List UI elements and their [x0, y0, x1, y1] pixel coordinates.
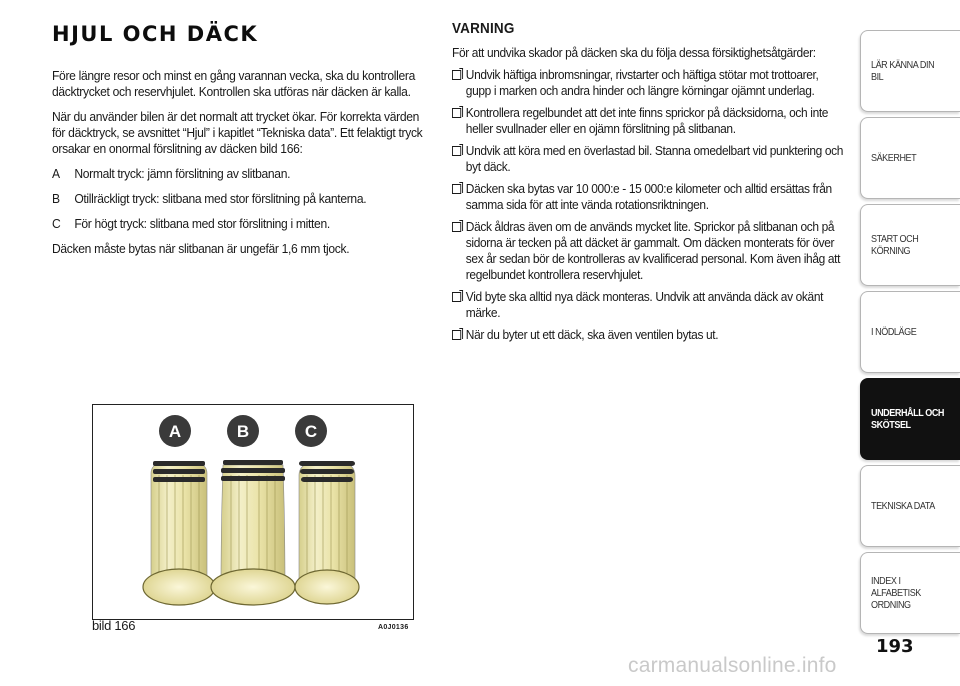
- tab-label: INDEX I ALFABETISK ORDNING: [871, 575, 921, 611]
- pressure-item-text: För högt tryck: slitbana med stor förslitning i mitten.: [74, 216, 330, 231]
- pressure-item-text: Otillräckligt tryck: slitbana med stor förslitning på kanterna.: [74, 191, 367, 206]
- warning-bullet-text: Däck åldras även om de används mycket lite. Sprickor på slitbanan och på sidorna är tecken på att däcket är gammalt. Om däcken monterats för över sex år sedan bör de kontrolleras av kvalificerad personal. Kom även ihåg att regelbundet kontrollera reservhjulet.: [465, 219, 841, 282]
- checkbox-bullet-icon: [452, 292, 461, 302]
- warning-bullet-text: Däcken ska bytas var 10 000:e - 15 000:e kilometer och alltid ersättas från samma sida för att inte vända rotationsriktningen.: [465, 181, 832, 212]
- warning-box: [452, 20, 844, 349]
- tab-label: TEKNISKA DATA: [871, 500, 935, 512]
- tab-tekniska-data[interactable]: [860, 465, 960, 547]
- tab-label: LÄR KÄNNA DIN BIL: [871, 59, 935, 83]
- watermark: carmanualsonline.info: [628, 654, 837, 677]
- tab-label: I NÖDLÄGE: [871, 326, 917, 338]
- checkbox-bullet-icon: [452, 184, 461, 194]
- badge-label: C: [304, 422, 318, 441]
- tab-label: UNDERHÅLL OCH SKÖTSEL: [871, 407, 945, 431]
- tab-i-nodlage[interactable]: [860, 291, 960, 373]
- warning-bullet-text: Kontrollera regelbundet att det inte finns sprickor på däcksidorna, och inte heller svullnader eller en ojämn förslitning på slitbanan.: [465, 105, 829, 136]
- warning-bullet: [452, 143, 843, 175]
- figure-code: A0J0136: [378, 624, 409, 631]
- tab-sakerhet[interactable]: [860, 117, 960, 199]
- tab-index[interactable]: [860, 552, 960, 634]
- pressure-paragraph: När du använder bilen är det normalt att trycket ökar. För korrekta värden för däcktryck, se avsnittet “Hjul” i kapitlet “Tekniska data”. Ett felaktigt tryck orsakar en onormal förslitning av däcken bild 166:: [52, 109, 423, 156]
- checkbox-bullet-icon: [452, 222, 461, 232]
- badge-b: [227, 415, 259, 447]
- checkbox-bullet-icon: [452, 146, 461, 156]
- pressure-item-letter: A: [52, 166, 60, 181]
- warning-title: VARNING: [452, 20, 515, 37]
- badge-label: B: [236, 422, 250, 441]
- warning-bullet-text: När du byter ut ett däck, ska även ventilen bytas ut.: [465, 327, 719, 342]
- pressure-item-letter: B: [52, 191, 60, 206]
- page-number: 193: [876, 636, 914, 657]
- tire-illustration: [93, 405, 414, 620]
- warning-bullet: [452, 289, 843, 321]
- warning-bullet: [452, 105, 843, 137]
- pressure-item-letter: C: [52, 216, 61, 231]
- checkbox-bullet-icon: [452, 108, 461, 118]
- checkbox-bullet-icon: [452, 70, 461, 80]
- replace-note: Däcken måste bytas när slitbanan är ungefär 1,6 mm tjock.: [52, 241, 350, 256]
- tab-start-och-korning[interactable]: [860, 204, 960, 286]
- pressure-item-c: [52, 216, 430, 232]
- warning-bullet-text: Vid byte ska alltid nya däck monteras. Undvik att använda däck av okänt märke.: [465, 289, 824, 320]
- badge-label: A: [168, 422, 182, 441]
- warning-bullet-text: Undvik att köra med en överlastad bil. Stanna omedelbart vid punktering och byt däck.: [465, 143, 844, 174]
- tire-wear-figure: [92, 404, 414, 620]
- tab-underhall-och-skotsel[interactable]: [860, 378, 960, 460]
- pressure-item-a: [52, 166, 430, 182]
- pressure-item-b: [52, 191, 430, 207]
- tab-lar-kanna-din-bil[interactable]: [860, 30, 960, 112]
- tire-c: [295, 461, 359, 604]
- badge-c: [295, 415, 327, 447]
- section-title: HJUL OCH DÄCK: [52, 22, 259, 46]
- intro-paragraph: Före längre resor och minst en gång varannan vecka, ska du kontrollera däcktrycket och reservhjulet. Kontrollen ska utföras när däcken är kalla.: [52, 68, 415, 99]
- tab-label: SÄKERHET: [871, 152, 917, 164]
- tab-label: START OCH KÖRNING: [871, 233, 919, 257]
- tire-b: [211, 460, 295, 605]
- chapter-tabs: [860, 30, 960, 639]
- warning-bullet: [452, 219, 843, 283]
- warning-bullet: [452, 181, 843, 213]
- warning-intro: För att undvika skador på däcken ska du följa dessa försiktighetsåtgärder:: [452, 45, 816, 60]
- warning-bullet-text: Undvik häftiga inbromsningar, rivstarter och häftiga stötar mot trottoarer, gupp i marken och andra hinder och längre körningar ojämnt underlag.: [465, 67, 819, 98]
- warning-bullet: [452, 327, 843, 343]
- badge-a: [159, 415, 191, 447]
- left-column: [52, 20, 432, 266]
- pressure-item-text: Normalt tryck: jämn förslitning av slitbanan.: [74, 166, 291, 181]
- figure-caption: bild 166: [92, 618, 136, 633]
- warning-bullet: [452, 67, 843, 99]
- checkbox-bullet-icon: [452, 330, 461, 340]
- tire-a: [143, 461, 215, 605]
